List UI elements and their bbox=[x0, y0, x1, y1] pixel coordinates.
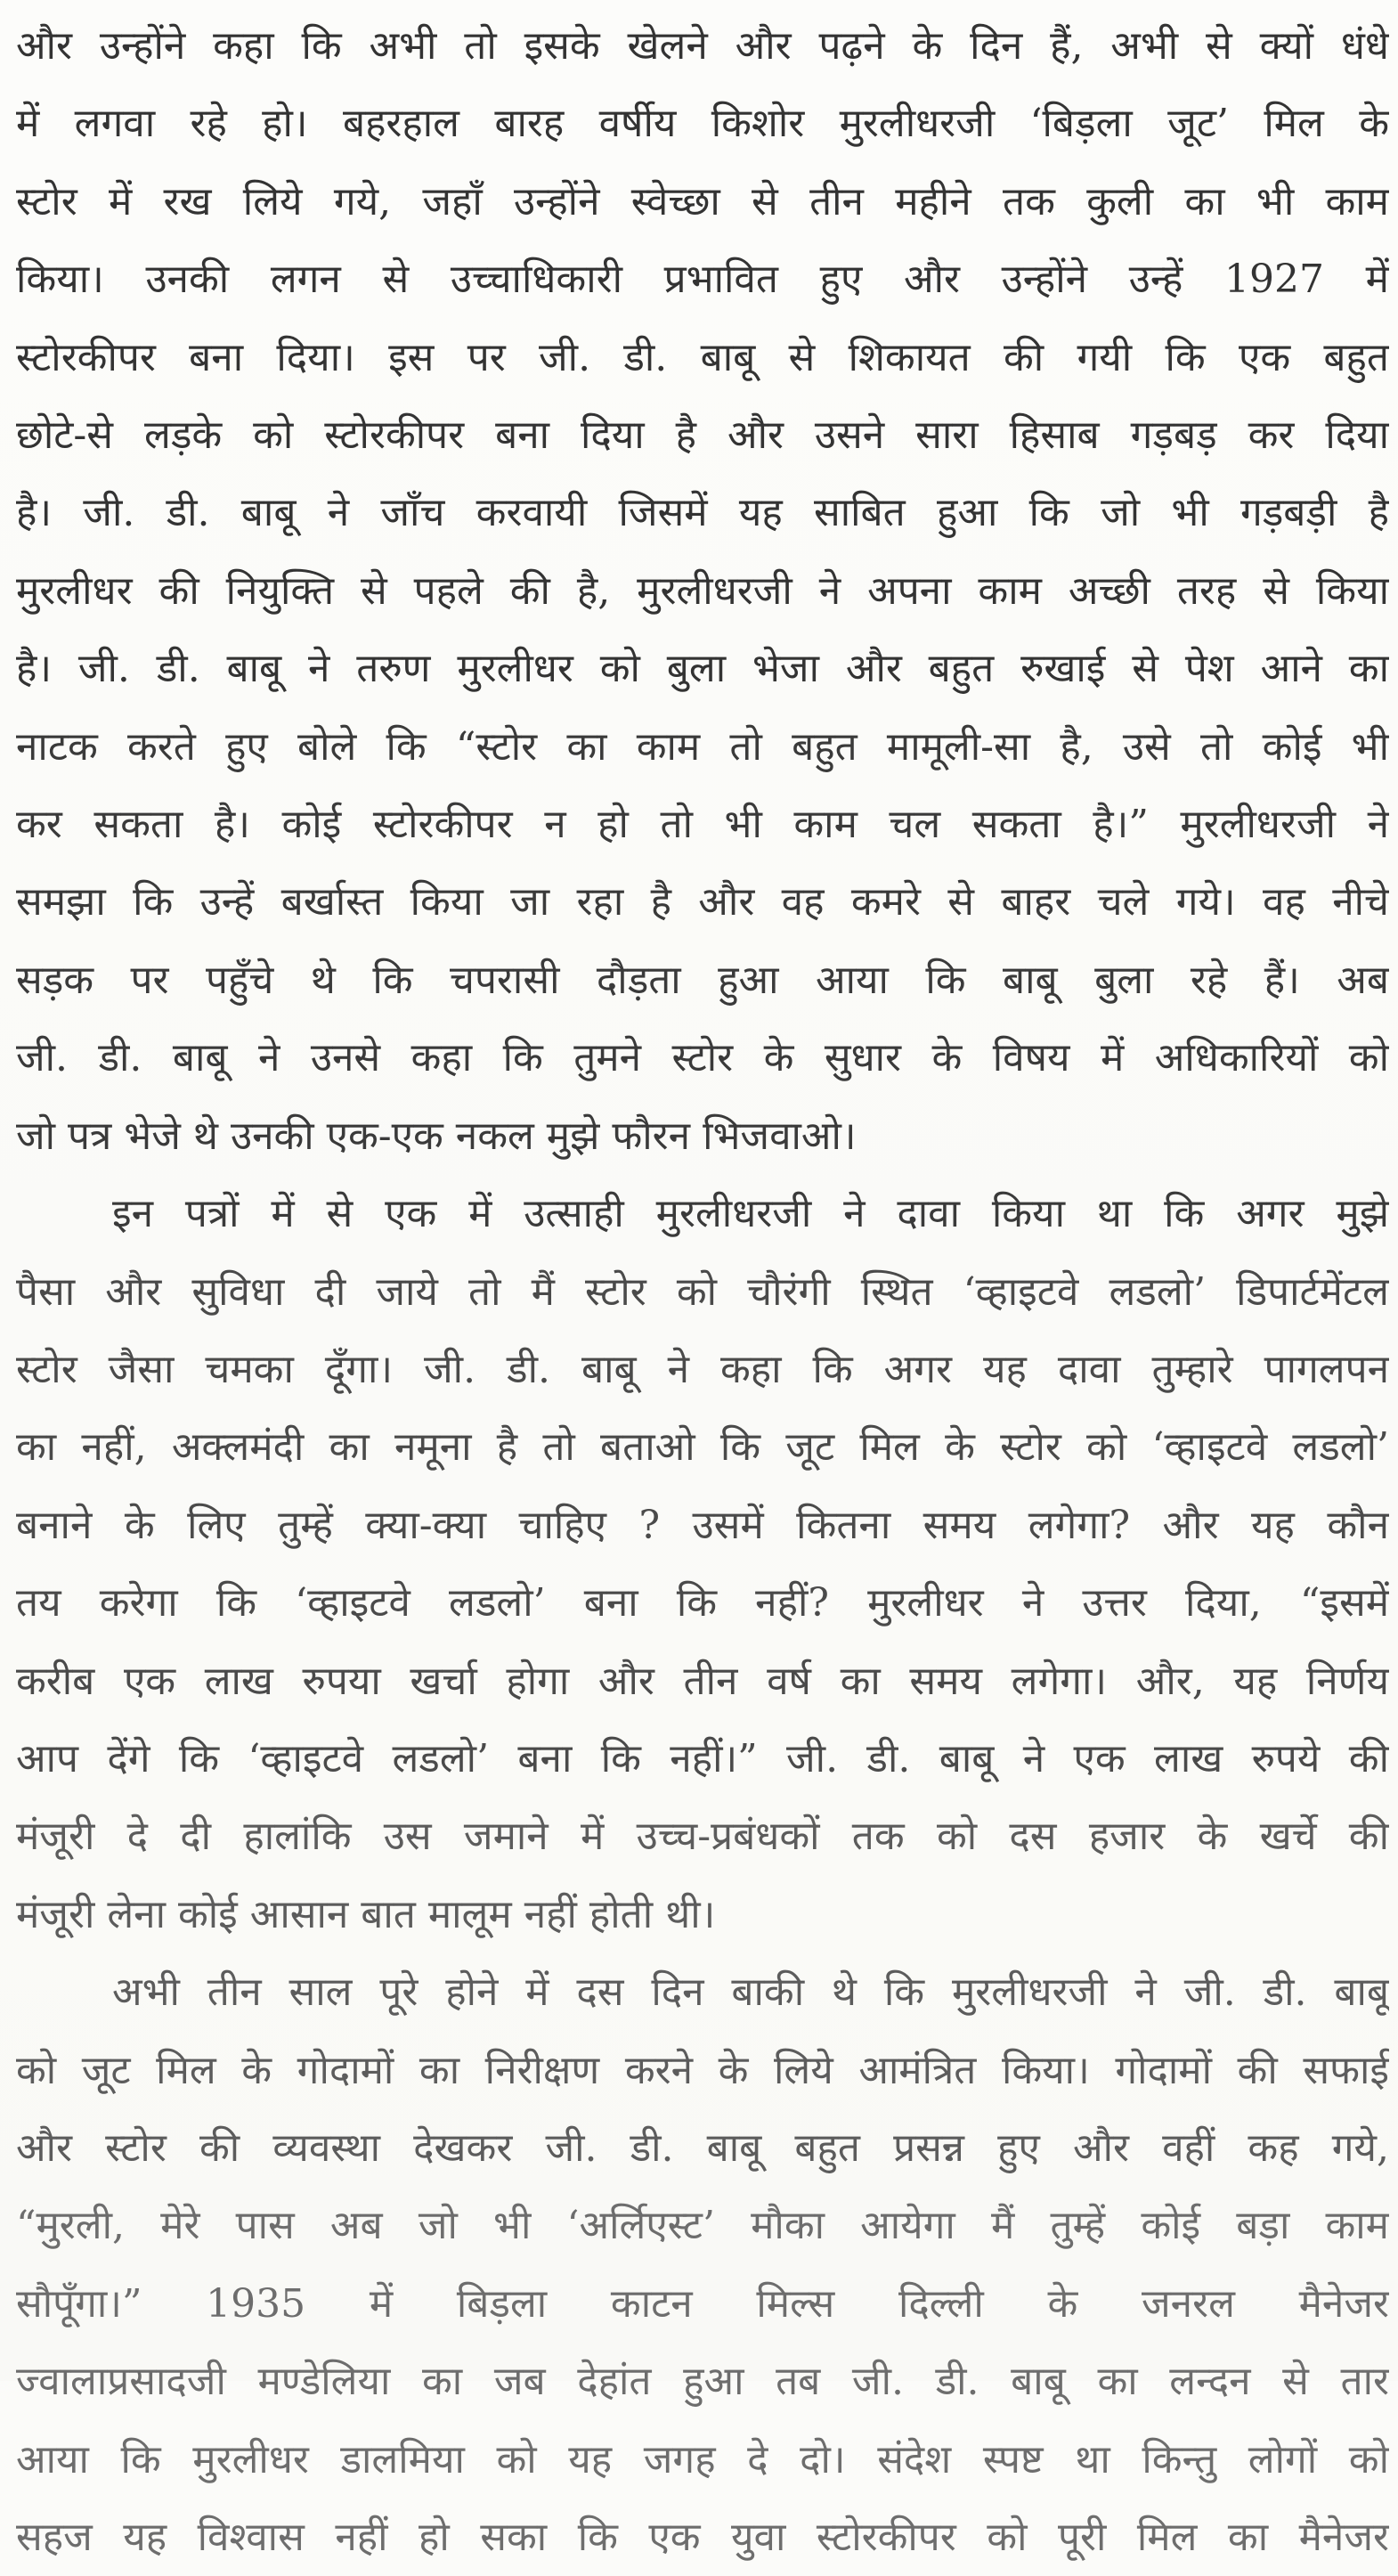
text-line: पैसा और सुविधा दी जाये तो मैं स्टोर को चौरंगी स्थित ‘व्हाइटवे लडलो’ डिपार्टमेंटल bbox=[16, 1268, 1389, 1315]
text-line: स्टोरकीपर बना दिया। इस पर जी. डी. बाबू से शिकायत की गयी कि एक बहुत bbox=[16, 334, 1389, 380]
text-line: मंजूरी दे दी हालांकि उस जमाने में उच्च-प्रबंधकों तक को दस हजार के खर्चे की bbox=[16, 1814, 1389, 1860]
text-line: है। जी. डी. बाबू ने जाँच करवायी जिसमें यह साबित हुआ कि जो भी गड़बड़ी है bbox=[16, 490, 1389, 536]
text-line: इन पत्रों में से एक में उत्साही मुरलीधरजी ने दावा किया था कि अगर मुझे bbox=[112, 1191, 1389, 1237]
text-line: करीब एक लाख रुपया खर्चा होगा और तीन वर्ष का समय लगेगा। और, यह निर्णय bbox=[16, 1658, 1389, 1704]
text-line: “मुरली, मेरे पास अब जो भी ‘अर्लिएस्ट’ मौका आयेगा मैं तुम्हें कोई बड़ा काम bbox=[16, 2203, 1389, 2249]
text-line: जी. डी. बाबू ने उनसे कहा कि तुमने स्टोर के सुधार के विषय में अधिकारियों को bbox=[16, 1035, 1389, 1081]
text-line: स्टोर जैसा चमका दूँगा। जी. डी. बाबू ने कहा कि अगर यह दावा तुम्हारे पागलपन bbox=[16, 1346, 1389, 1392]
text-line: को जूट मिल के गोदामों का निरीक्षण करने के लिये आमंत्रित किया। गोदामों की सफाई bbox=[16, 2047, 1389, 2093]
text-line: है। जी. डी. बाबू ने तरुण मुरलीधर को बुला भेजा और बहुत रुखाई से पेश आने का bbox=[16, 646, 1389, 692]
text-line: सौपूँगा।” 1935 में बिड़ला काटन मिल्स दिल्ली के जनरल मैनेजर bbox=[16, 2280, 1389, 2327]
text-line: समझा कि उन्हें बर्खास्त किया जा रहा है और वह कमरे से बाहर चले गये। वह नीचे bbox=[16, 879, 1389, 925]
paragraph-3 bbox=[16, 1953, 1389, 2576]
text-line: और स्टोर की व्यवस्था देखकर जी. डी. बाबू बहुत प्रसन्न हुए और वहीं कह गये, bbox=[16, 2124, 1389, 2171]
text-line: अभी तीन साल पूरे होने में दस दिन बाकी थे कि मुरलीधरजी ने जी. डी. बाबू bbox=[112, 1969, 1389, 2016]
text-line: स्टोर में रख लिये गये, जहाँ उन्होंने स्वेच्छा से तीन महीने तक कुली का भी काम bbox=[16, 178, 1389, 224]
text-line: में लगवा रहे हो। बहरहाल बारह वर्षीय किशोर मुरलीधरजी ‘बिड़ला जूट’ मिल के bbox=[16, 101, 1389, 147]
text-line: सड़क पर पहुँचे थे कि चपरासी दौड़ता हुआ आया कि बाबू बुला रहे हैं। अब bbox=[16, 957, 1389, 1003]
text-line: तय करेगा कि ‘व्हाइटवे लडलो’ बना कि नहीं? मुरलीधर ने उत्तर दिया, “इसमें bbox=[16, 1580, 1389, 1626]
text-line: का नहीं, अक्लमंदी का नमूना है तो बताओ कि जूट मिल के स्टोर को ‘व्हाइटवे लडलो’ bbox=[16, 1424, 1389, 1471]
text-line: नाटक करते हुए बोले कि “स्टोर का काम तो बहुत मामूली-सा है, उसे तो कोई भी bbox=[16, 723, 1389, 770]
text-line: ज्वालाप्रसादजी मण्डेलिया का जब देहांत हुआ तब जी. डी. बाबू का लन्दन से तार bbox=[16, 2359, 1389, 2405]
paragraph-2 bbox=[16, 1175, 1389, 1953]
text-line: बनाने के लिए तुम्हें क्या-क्या चाहिए ? उसमें कितना समय लगेगा? और यह कौन bbox=[16, 1502, 1389, 1548]
text-line: और उन्होंने कहा कि अभी तो इसके खेलने और पढ़ने के दिन हैं, अभी से क्यों धंधे bbox=[16, 23, 1389, 69]
text-line: किया। उनकी लगन से उच्चाधिकारी प्रभावित हुए और उन्होंने उन्हें 1927 में bbox=[16, 257, 1389, 303]
text-line: आप देंगे कि ‘व्हाइटवे लडलो’ बना कि नहीं।” जी. डी. बाबू ने एक लाख रुपये की bbox=[16, 1735, 1389, 1781]
text-line: जो पत्र भेजे थे उनकी एक-एक नकल मुझे फौरन भिजवाओ। bbox=[16, 1113, 857, 1159]
paragraph-1 bbox=[16, 7, 1389, 1175]
text-line: आया कि मुरलीधर डालमिया को यह जगह दे दो। संदेश स्पष्ट था किन्तु लोगों को bbox=[16, 2436, 1389, 2482]
text-line: छोटे-से लड़के को स्टोरकीपर बना दिया है और उसने सारा हिसाब गड़बड़ कर दिया bbox=[16, 412, 1389, 459]
text-line: मंजूरी लेना कोई आसान बात मालूम नहीं होती थी। bbox=[16, 1891, 716, 1937]
text-line: कर सकता है। कोई स्टोरकीपर न हो तो भी काम चल सकता है।” मुरलीधरजी ने bbox=[16, 802, 1389, 848]
text-line: सहज यह विश्वास नहीं हो सका कि एक युवा स्टोरकीपर को पूरी मिल का मैनेजर bbox=[16, 2515, 1389, 2560]
text-line: मुरलीधर की नियुक्ति से पहले की है, मुरलीधरजी ने अपना काम अच्छी तरह से किया bbox=[16, 567, 1389, 614]
